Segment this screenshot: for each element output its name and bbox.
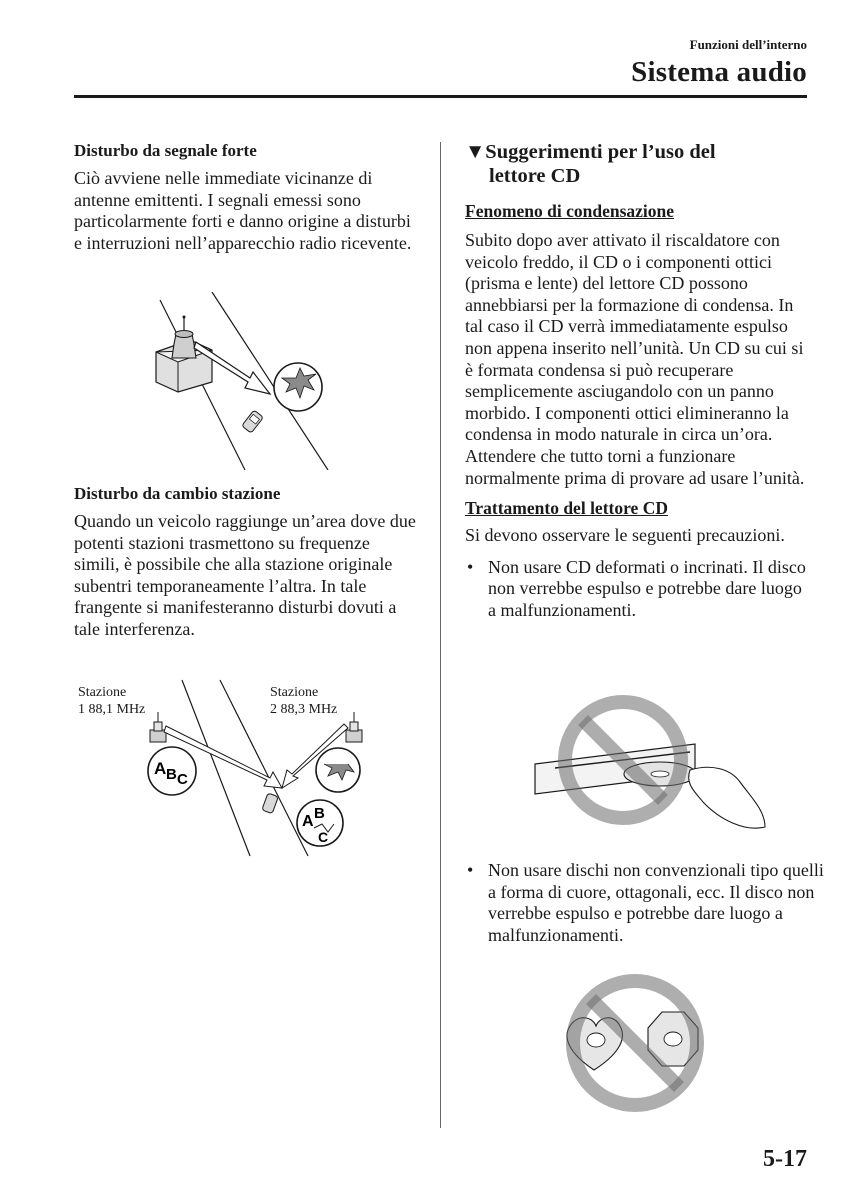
no-odd-shaped-disc-illustration — [550, 968, 725, 1118]
abc-letter-b: B — [166, 766, 177, 783]
station2-name: Stazione — [270, 685, 319, 700]
station1-freq: 1 88,1 MHz — [78, 702, 146, 717]
page-number: 5-17 — [763, 1146, 807, 1172]
handling-heading: Trattamento del lettore CD — [465, 498, 668, 519]
abc-letter-a: A — [154, 759, 167, 778]
header-rule — [74, 95, 807, 98]
bullet-icon: • — [467, 556, 474, 577]
bullet-2-text: Non usare dischi non convenzionali tipo quelli a forma di cuore, ottagonali, ecc. Il disco non verrebbe espulso e potrebbe dare luogo a malfunzionamenti. — [488, 860, 824, 945]
bullet-icon: • — [467, 860, 474, 880]
condensation-text: Subito dopo aver attivato il riscaldatore con veicolo freddo, il CD o i componenti ottici (prisma e lente) del lettore CD possono annebbiarsi per la formazione di condensa. In tal caso il CD verrà immediatamente espulso non appena inserito nell’unità. Un CD su cui si è formata condensa si può recuperare semplicemente asciugandolo con un panno morbido. I componenti ottici elimineranno la condensa in modo naturale in circa un’ora. Attendere che tutto torni a funzionare normalmente prima di provare ad usare l’unità. — [465, 230, 805, 488]
right-column — [465, 140, 810, 622]
station-change-illustration — [70, 678, 380, 858]
cd-tips-title-line1: Suggerimenti per l’uso del — [485, 141, 716, 163]
bullet-1-text: Non usare CD deformati o incrinati. Il disco non verrebbe espulso e potrebbe dare luogo a malfunzionamenti. — [488, 556, 806, 620]
mixed-letter-c: C — [318, 829, 329, 845]
station2-freq: 2 88,3 MHz — [270, 702, 338, 717]
abc-letter-c: C — [177, 771, 188, 788]
mixed-letter-b: B — [314, 805, 325, 822]
handling-bullet-1 — [465, 557, 810, 622]
page-title: Sistema audio — [631, 56, 807, 88]
section-marker-icon: ▼ — [465, 141, 486, 163]
left-column — [74, 140, 419, 254]
strong-signal-illustration — [150, 292, 335, 470]
strong-signal-heading: Disturbo da segnale forte — [74, 141, 257, 160]
handling-bullet-2 — [465, 860, 833, 946]
column-divider — [440, 142, 441, 1128]
cd-tips-title-line2: lettore CD — [489, 165, 581, 187]
mixed-letter-a: A — [302, 813, 314, 830]
station-change-heading: Disturbo da cambio stazione — [74, 484, 281, 503]
handling-intro: Si devono osservare le seguenti precauzioni. — [465, 525, 785, 546]
tower-1-icon — [150, 712, 166, 742]
condensation-heading: Fenomeno di condensazione — [465, 201, 675, 221]
strong-signal-text: Ciò avviene nelle immediate vicinanze di antenne emittenti. I segnali emessi sono particolarmente forti e danno origine a disturbi e interruzioni nell’apparecchio radio ricevente. — [74, 168, 412, 253]
station1-name: Stazione — [78, 685, 127, 700]
left-column-section-2 — [74, 483, 419, 641]
station-change-text: Quando un veicolo raggiunge un’area dove due potenti stazioni trasmettono su frequenze simili, è possibile che alla stazione originale subentri temporaneamente l’altra. In tale frangente si manifesteranno disturbi dovuti a tale interferenza. — [74, 511, 416, 639]
cd-tips-title — [465, 140, 810, 188]
tower-2-icon — [346, 712, 362, 742]
no-cracked-cd-illustration — [525, 692, 770, 842]
section-name: Funzioni dell’interno — [689, 37, 807, 52]
